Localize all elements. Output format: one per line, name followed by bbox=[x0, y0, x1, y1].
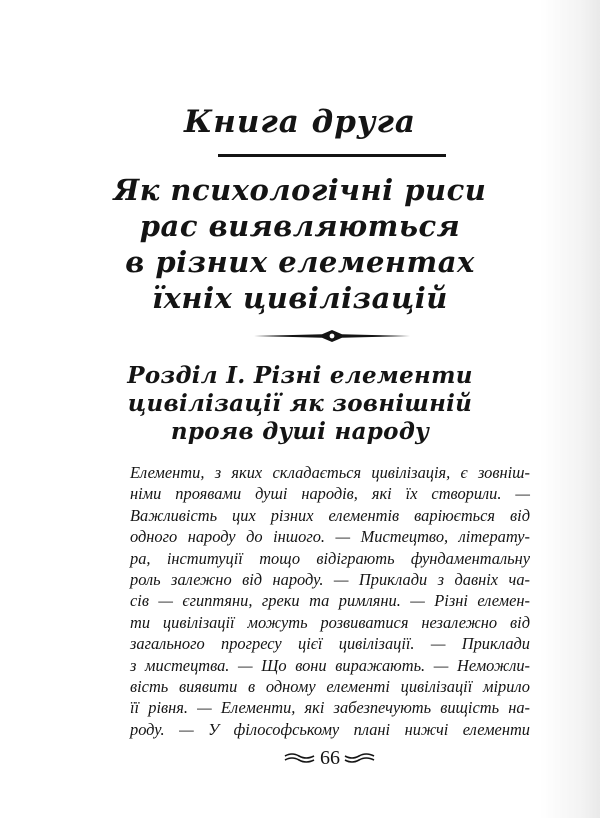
summary-line: ти цивілізації можуть розвиватися незалежно від bbox=[130, 612, 530, 632]
chapter-heading bbox=[0, 362, 600, 446]
subtitle-line: рас виявляються bbox=[139, 209, 461, 243]
summary-line: загального прогресу цієї цивілізації. — Приклади bbox=[130, 634, 530, 654]
chapter-summary bbox=[130, 462, 530, 740]
book-title: Книга друга bbox=[184, 104, 416, 140]
subtitle-line: Як психологічні риси bbox=[113, 173, 487, 207]
summary-line: з мистецтва. — Що вони виражають. — Неможли- bbox=[130, 655, 530, 675]
title-underline bbox=[218, 154, 446, 157]
summary-line: роль залежно від народу. — Приклади з давніх ча- bbox=[130, 570, 530, 590]
summary-line: сів — єгиптяни, греки та римляни. — Різні елемен- bbox=[130, 591, 530, 611]
flourish-right-icon bbox=[343, 752, 375, 764]
summary-line: одного народу до іншого. — Мистецтво, літерату- bbox=[130, 527, 530, 547]
summary-line: Важливість цих різних елементів варіюється від bbox=[130, 505, 530, 525]
page-number: 66 bbox=[320, 747, 340, 769]
summary-line: її рівня. — Елементи, які забезпечують вищість на- bbox=[130, 698, 530, 718]
chapter-heading-line: прояв душі народу bbox=[170, 418, 430, 445]
chapter-heading-line: цивілізації як зовнішній bbox=[127, 390, 473, 417]
chapter-heading-line: Розділ I. Різні елементи bbox=[127, 362, 473, 389]
summary-line: ра, інституції тощо відіграють фундаментальну bbox=[130, 548, 530, 568]
book-subtitle bbox=[0, 172, 600, 316]
flourish-left-icon bbox=[284, 752, 316, 764]
summary-line: вість виявити в одному елементі цивілізації мірило bbox=[130, 677, 530, 697]
summary-line: Елементи, з яких складається цивілізація, є зовніш- bbox=[130, 463, 530, 482]
subtitle-line: їхніх цивілізацій bbox=[152, 281, 448, 315]
summary-line: німи проявами душі народів, які їх створили. — bbox=[130, 484, 530, 504]
summary-line: роду. — У філософському плані нижчі елементи bbox=[130, 719, 530, 739]
subtitle-line: в різних елементах bbox=[125, 245, 475, 279]
page-footer bbox=[0, 746, 600, 770]
divider-ornament bbox=[252, 329, 412, 343]
